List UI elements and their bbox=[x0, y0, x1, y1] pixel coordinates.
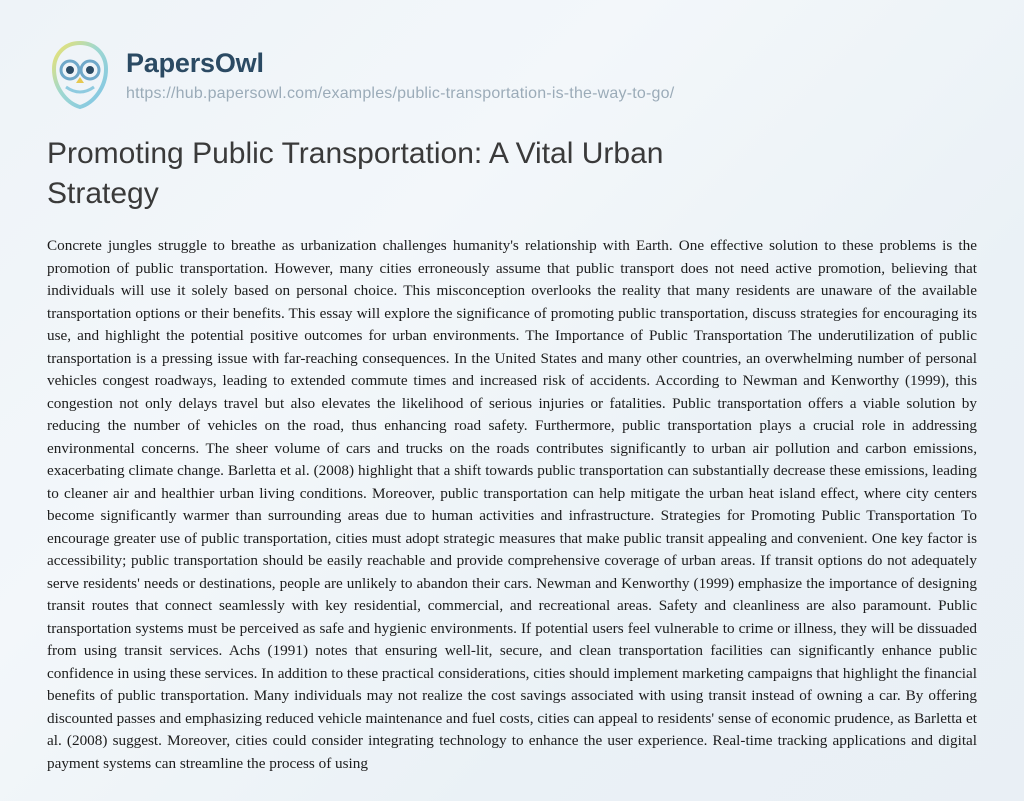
owl-logo-icon bbox=[44, 39, 116, 111]
page-title: Promoting Public Transportation: A Vital Urban Strategy bbox=[47, 137, 664, 210]
document-body-text: Concrete jungles struggle to breathe as urbanization challenges humanity's relationship with Earth. One effective solution to these problems is the promotion of public transportation. However, many cities erroneously assume that public transport does not need active promotion, believing that individuals will use it solely based on personal choice. This misconception overlooks the reality that many residents are unaware of the available transportation options or their benefits. This essay will explore the significance of promoting public transportation, discuss strategies for encouraging its use, and highlight the potential positive outcomes for urban environments. The Importance of Public Transportation The underutilization of public transportation is a pressing issue with far-reaching consequences. In the United States and many other countries, an overwhelming number of personal vehicles congest roadways, leading to extended commute times and increased risk of accidents. According to Newman and Kenworthy (1999), this congestion not only delays travel but also elevates the likelihood of serious injuries or fatalities. Public transportation offers a viable solution by reducing the number of vehicles on the road, thus enhancing road safety. Furthermore, public transportation plays a crucial role in addressing environmental concerns. The sheer volume of cars and trucks on the roads contributes significantly to urban air pollution and carbon emissions, exacerbating climate change. Barletta et al. (2008) highlight that a shift towards public transportation can substantially decrease these emissions, leading to cleaner air and healthier urban living conditions. Moreover, public transportation can help mitigate the urban heat island effect, where city centers become significantly warmer than surrounding areas due to human activities and infrastructure. Strategies for Promoting Public Transportation To encourage greater use of public transportation, cities must adopt strategic measures that make public transit appealing and convenient. One key factor is accessibility; public transportation should be easily reachable and provide comprehensive coverage of urban areas. If transit options do not adequately serve residents' needs or destinations, people are unlikely to abandon their cars. Newman and Kenworthy (1999) emphasize the importance of designing transit routes that connect seamlessly with key residential, commercial, and recreational areas. Safety and cleanliness are also paramount. Public transportation systems must be perceived as safe and hygienic environments. If potential users feel vulnerable to crime or illness, they will be dissuaded from using transit services. Achs (1991) notes that ensuring well-lit, secure, and clean transportation facilities can significantly enhance public confidence in using these services. In addition to these practical considerations, cities should implement marketing campaigns that highlight the financial benefits of public transportation. Many individuals may not realize the cost savings associated with using transit instead of owning a car. By offering discounted passes and emphasizing reduced vehicle maintenance and fuel costs, cities can appeal to residents' sense of economic prudence, as Barletta et al. (2008) suggest. Moreover, cities could consider integrating technology to enhance the user experience. Real-time tracking applications and digital payment systems can streamline the process of using bbox=[47, 237, 977, 772]
brand-block bbox=[126, 47, 674, 104]
brand-name: PapersOwl bbox=[126, 47, 264, 78]
site-header bbox=[0, 0, 1024, 104]
document-content bbox=[0, 104, 1024, 775]
source-url[interactable]: https://hub.papersowl.com/examples/public-transportation-is-the-way-to-go/ bbox=[126, 85, 675, 103]
